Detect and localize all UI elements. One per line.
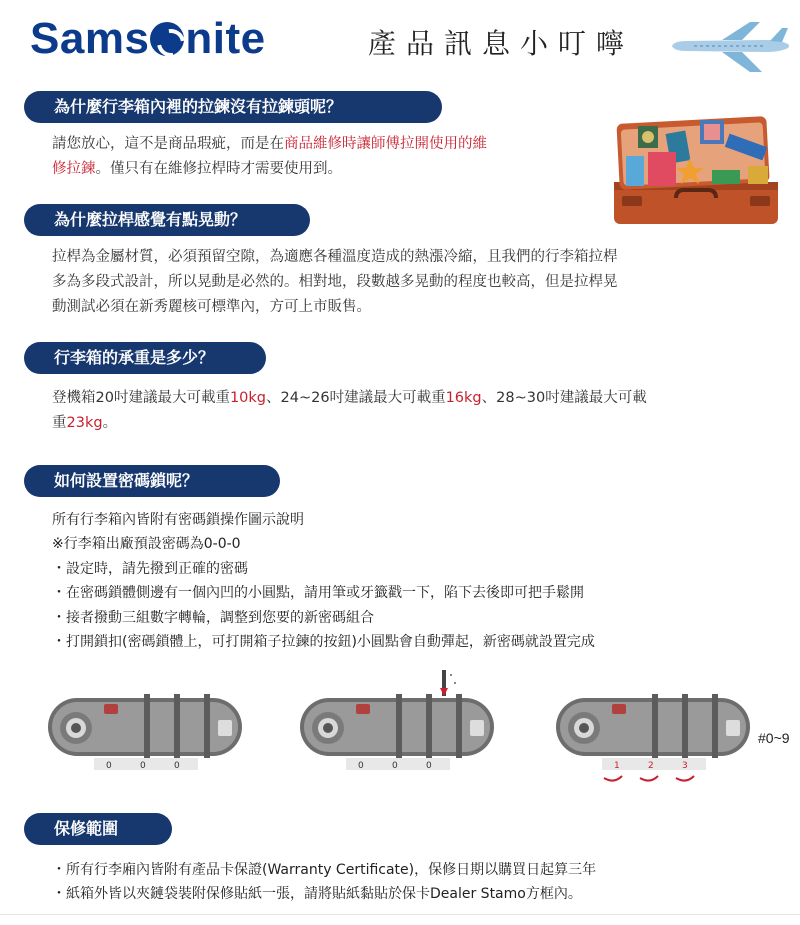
section-title-lock: 如何設置密碼鎖呢？ (24, 465, 280, 497)
logo-o-mark (150, 22, 184, 56)
lock-step-1: ・設定時，請先撥到正確的密碼 (52, 561, 248, 577)
combination-lock-new-code (556, 686, 756, 786)
zipper-answer (52, 132, 612, 182)
dial-digit: 0 (174, 761, 180, 771)
section-title-handle: 為什麼拉桿感覺有點晃動？ (24, 204, 310, 236)
handle-answer (52, 245, 772, 320)
brand-text-start: Sams (30, 14, 150, 63)
lock-step-4: ・打開鎖扣(密碼鎖體上，可打開箱子拉鍊的按鈕)小圓點會自動彈起，新密碼就設置完成 (52, 634, 595, 650)
dial-digit: 0 (426, 761, 432, 771)
lock-intro: 所有行李箱內皆附有密碼鎖操作圖示說明 (52, 512, 304, 528)
lock-step-2: ・在密碼鎖體側邊有一個內凹的小圓點，請用筆或牙籤戳一下，陷下去後即可把手鬆開 (52, 585, 584, 601)
dial-digit: 0 (392, 761, 398, 771)
weight-answer-line-2: 重23kg。 (52, 415, 118, 431)
brand-text-end: nite (185, 14, 266, 63)
zipper-answer-line-1: 請您放心，這不是商品瑕疵，而是在商品維修時讓師傅拉開使用的維 (52, 136, 487, 152)
lock-step-3: ・接者撥動三組數字轉輪，調整到您要的新密碼組合 (52, 610, 374, 626)
warranty-item-2: ・紙箱外皆以夾鏈袋裝附保修貼紙一張，請將貼紙黏貼於保卡Dealer Stamo方框內。 (52, 886, 582, 902)
dial-digit: 0 (106, 761, 112, 771)
weight-23kg: 23kg (66, 415, 103, 431)
section-title-zipper: 為什麼行李箱內裡的拉鍊沒有拉鍊頭呢？ (24, 91, 442, 123)
handle-answer-line-2: 多為多段式設計，所以晃動是必然的。相對地，段數越多晃動的程度也較高，但是拉桿晃 (52, 274, 618, 290)
dial-digit: 0 (140, 761, 146, 771)
dial-digit: 0 (358, 761, 364, 771)
page-title: 產品訊息小叮嚀 (368, 27, 635, 60)
handle-answer-line-3: 動測試必須在新秀麗核可標準內，方可上市販售。 (52, 299, 371, 315)
dial-range-label: #0~9 (758, 730, 790, 746)
samsonite-logo (30, 14, 266, 64)
handle-answer-line-1: 拉桿為金屬材質，必須預留空隙，為適應各種溫度造成的熱漲冷縮，且我們的行李箱拉桿 (52, 249, 618, 265)
combination-lock-default (48, 686, 248, 774)
footer-divider (0, 914, 800, 915)
combination-lock-reset-press (300, 662, 500, 774)
section-title-weight: 行李箱的承重是多少？ (24, 342, 266, 374)
weight-answer (52, 386, 772, 436)
travel-suitcase-illustration (608, 112, 784, 228)
weight-answer-line-1: 登機箱20吋建議最大可載重10kg、24~26吋建議最大可載重16kg、28~30吋建議最大可載 (52, 390, 647, 406)
dial-digit: 3 (682, 761, 688, 771)
dial-digit: 1 (614, 761, 620, 771)
zipper-answer-line-2: 修拉鍊。僅只有在維修拉桿時才需要使用到。 (52, 161, 342, 177)
weight-10kg: 10kg (229, 390, 267, 406)
warranty-item-1: ・所有行李廂內皆附有產品卡保證(Warranty Certificate)，保修日期以購買日起算三年 (52, 862, 597, 878)
section-title-warranty: 保修範圍 (24, 813, 172, 845)
weight-16kg: 16kg (445, 390, 482, 406)
airplane-icon (670, 22, 792, 78)
lock-default-notice: ※行李箱出廠預設密碼為0-0-0 (52, 536, 241, 552)
dial-digit: 2 (648, 761, 654, 771)
